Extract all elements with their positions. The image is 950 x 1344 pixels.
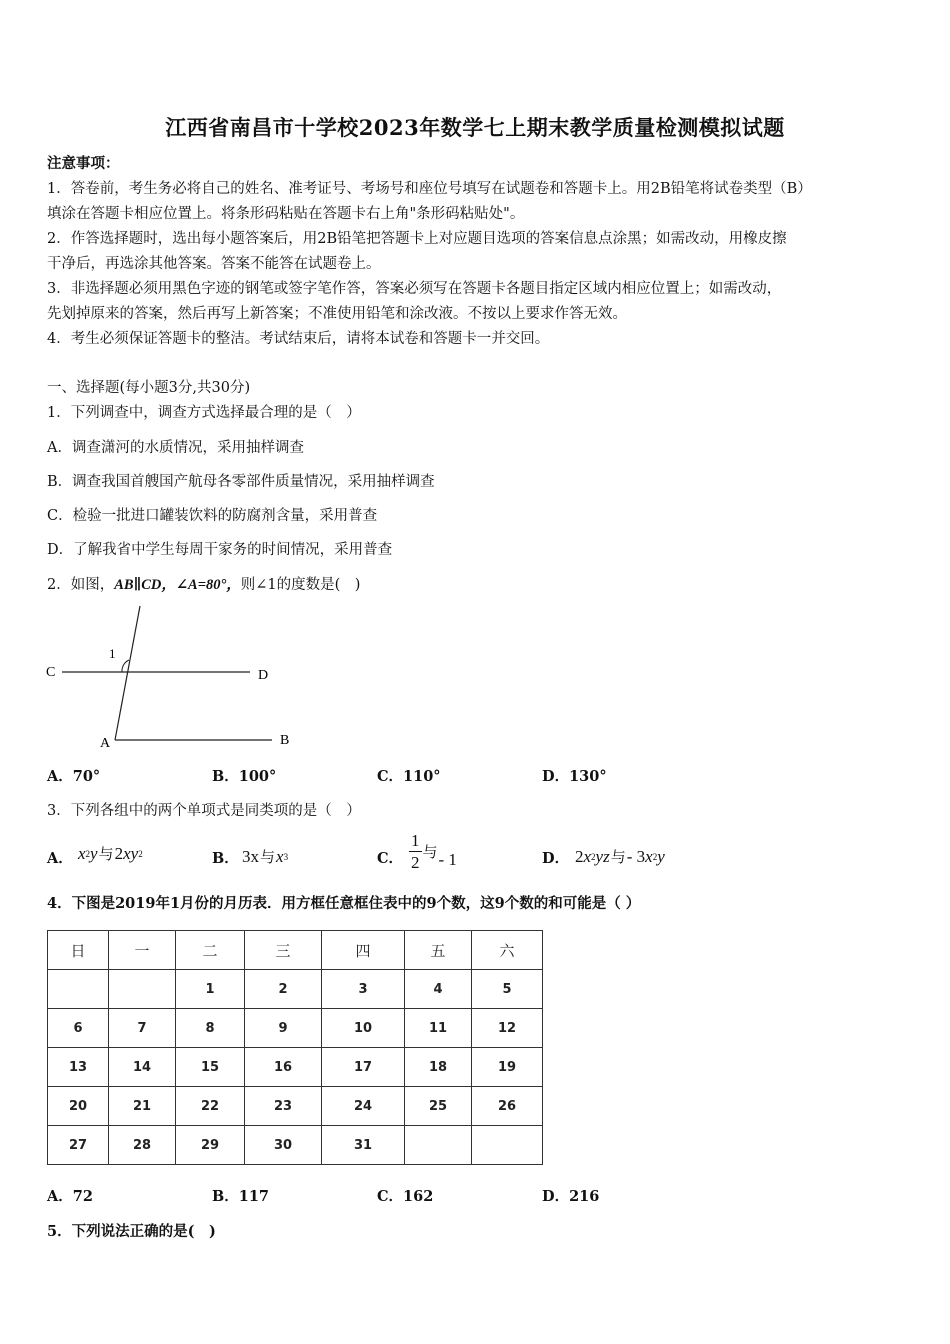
- calendar-table: [47, 930, 543, 1165]
- calendar-cell: 23: [245, 1087, 322, 1126]
- question-2-option-b: B．100°: [212, 768, 277, 785]
- calendar-cell: 19: [472, 1048, 543, 1087]
- calendar-cell: [472, 1126, 543, 1165]
- calendar-row: [48, 1009, 543, 1048]
- question-1-option-c: C．检验一批进口罐装饮料的防腐剂含量，采用普查: [47, 508, 378, 524]
- calendar-cell: 26: [472, 1087, 543, 1126]
- label-b: B: [280, 733, 290, 748]
- calendar-cell: 27: [48, 1126, 109, 1165]
- question-4-option-a: A．72: [47, 1188, 93, 1205]
- calendar-cell: 20: [48, 1087, 109, 1126]
- question-4-stem: 4．下图是2019年1月份的月历表．用方框任意框住表中的9个数，这9个数的和可能是（ ）: [47, 895, 641, 912]
- question-1-stem: 1．下列调查中，调查方式选择最合理的是（ ）: [47, 405, 361, 421]
- calendar-cell: 24: [322, 1087, 405, 1126]
- calendar-cell: 7: [109, 1009, 176, 1048]
- notice-line: 3．非选择题必须用黑色字迹的钢笔或签字笔作答，答案必须写在答题卡各题目指定区域内相应位置上；如需改动，: [47, 281, 782, 297]
- calendar-header: 四: [322, 931, 405, 970]
- calendar-cell: 10: [322, 1009, 405, 1048]
- calendar-cell: 18: [405, 1048, 472, 1087]
- question-1-option-d: D．了解我省中学生每周干家务的时间情况，采用普查: [47, 542, 393, 558]
- calendar-cell: 22: [176, 1087, 245, 1126]
- calendar-cell: 17: [322, 1048, 405, 1087]
- notice-line: 先划掉原来的答案，然后再写上新答案；不准使用铅笔和涂改液。不按以上要求作答无效。: [47, 306, 627, 322]
- calendar-cell: 28: [109, 1126, 176, 1165]
- calendar-cell: 29: [176, 1126, 245, 1165]
- calendar-cell: 31: [322, 1126, 405, 1165]
- question-2-stem-prefix: 2．如图，: [47, 577, 115, 593]
- calendar-cell: [109, 970, 176, 1009]
- calendar-cell: 8: [176, 1009, 245, 1048]
- question-3-option-a-label: A．: [47, 850, 73, 867]
- calendar-header: 一: [109, 931, 176, 970]
- notice-heading: 注意事项：: [47, 155, 120, 172]
- question-3-stem: 3．下列各组中的两个单项式是同类项的是（ ）: [47, 803, 361, 819]
- question-2-stem: [47, 573, 360, 594]
- parallel-lines-figure: [40, 600, 310, 755]
- calendar-cell: 11: [405, 1009, 472, 1048]
- notice-line: 填涂在答题卡相应位置上。将条形码粘贴在答题卡右上角"条形码粘贴处"。: [47, 206, 525, 222]
- calendar-header: 日: [48, 931, 109, 970]
- question-3-option-c-label: C．: [377, 850, 404, 867]
- section-heading: 一、选择题(每小题3分,共30分): [47, 380, 251, 396]
- page-title: 江西省南昌市十学校2023年数学七上期末教学质量检测模拟试题: [165, 115, 785, 140]
- question-5-stem: 5．下列说法正确的是( ): [47, 1223, 216, 1240]
- question-1-option-b: B．调查我国首艘国产航母各零部件质量情况，采用抽样调查: [47, 474, 435, 490]
- question-2-option-a: A．70°: [47, 768, 101, 785]
- calendar-header: 三: [245, 931, 322, 970]
- label-a: A: [100, 736, 111, 751]
- notice-line: 1．答卷前，考生务必将自己的姓名、准考证号、考场号和座位号填写在试题卷和答题卡上。用2B铅笔将试卷类型（B）: [47, 181, 812, 197]
- question-2-option-c: C．110°: [377, 768, 441, 785]
- calendar-cell: 2: [245, 970, 322, 1009]
- calendar-row: [48, 970, 543, 1009]
- notice-line: 4．考生必须保证答题卡的整洁。考试结束后，请将本试卷和答题卡一并交回。: [47, 331, 550, 347]
- calendar-cell: 4: [405, 970, 472, 1009]
- calendar-header: 五: [405, 931, 472, 970]
- question-2-stem-suffix: 则∠1的度数是( ): [240, 577, 361, 593]
- calendar-header-row: [48, 931, 543, 970]
- calendar-cell: [405, 1126, 472, 1165]
- label-angle-1: 1: [109, 646, 116, 661]
- label-c: C: [46, 665, 56, 680]
- calendar-cell: 16: [245, 1048, 322, 1087]
- calendar-row: [48, 1087, 543, 1126]
- calendar-cell: 13: [48, 1048, 109, 1087]
- question-3-option-b-math: 3x 与 x 3: [242, 846, 289, 866]
- question-3-option-a-math: x 2 y 与 2 xy 2: [78, 843, 143, 863]
- calendar-header: 二: [176, 931, 245, 970]
- calendar-cell: 25: [405, 1087, 472, 1126]
- calendar-cell: 12: [472, 1009, 543, 1048]
- question-4-option-b: B．117: [212, 1188, 270, 1205]
- question-2-stem-math: AB∥CD，∠A=80°，: [114, 577, 241, 593]
- calendar-cell: 6: [48, 1009, 109, 1048]
- question-3-option-d-label: D．: [542, 850, 570, 867]
- question-3-option-d-math: 2 x 2 yz 与 - 3 x 2 y: [575, 846, 665, 866]
- calendar-header: 六: [472, 931, 543, 970]
- notice-line: 干净后，再选涂其他答案。答案不能答在试题卷上。: [47, 256, 381, 272]
- notice-line: 2．作答选择题时，选出每小题答案后，用2B铅笔把答题卡上对应题目选项的答案信息点涂黑；如需改动，用橡皮擦: [47, 231, 787, 247]
- calendar-cell: 30: [245, 1126, 322, 1165]
- question-4-option-c: C．162: [377, 1188, 434, 1205]
- question-2-option-d: D．130°: [542, 768, 607, 785]
- question-4-option-d: D．216: [542, 1188, 600, 1205]
- question-3-option-c-math: $\frac{1}{2}$ 与 - 1: [411, 831, 457, 872]
- calendar-cell: [48, 970, 109, 1009]
- calendar-cell: 3: [322, 970, 405, 1009]
- calendar-cell: 9: [245, 1009, 322, 1048]
- label-d: D: [258, 668, 269, 683]
- calendar-row: [48, 1048, 543, 1087]
- transversal-line: [115, 606, 140, 740]
- calendar-cell: 14: [109, 1048, 176, 1087]
- calendar-cell: 15: [176, 1048, 245, 1087]
- calendar-cell: 21: [109, 1087, 176, 1126]
- question-1-option-a: A．调查潇河的水质情况，采用抽样调查: [47, 440, 304, 456]
- calendar-cell: 5: [472, 970, 543, 1009]
- question-3-option-b-label: B．: [212, 850, 239, 867]
- calendar-row: [48, 1126, 543, 1165]
- calendar-cell: 1: [176, 970, 245, 1009]
